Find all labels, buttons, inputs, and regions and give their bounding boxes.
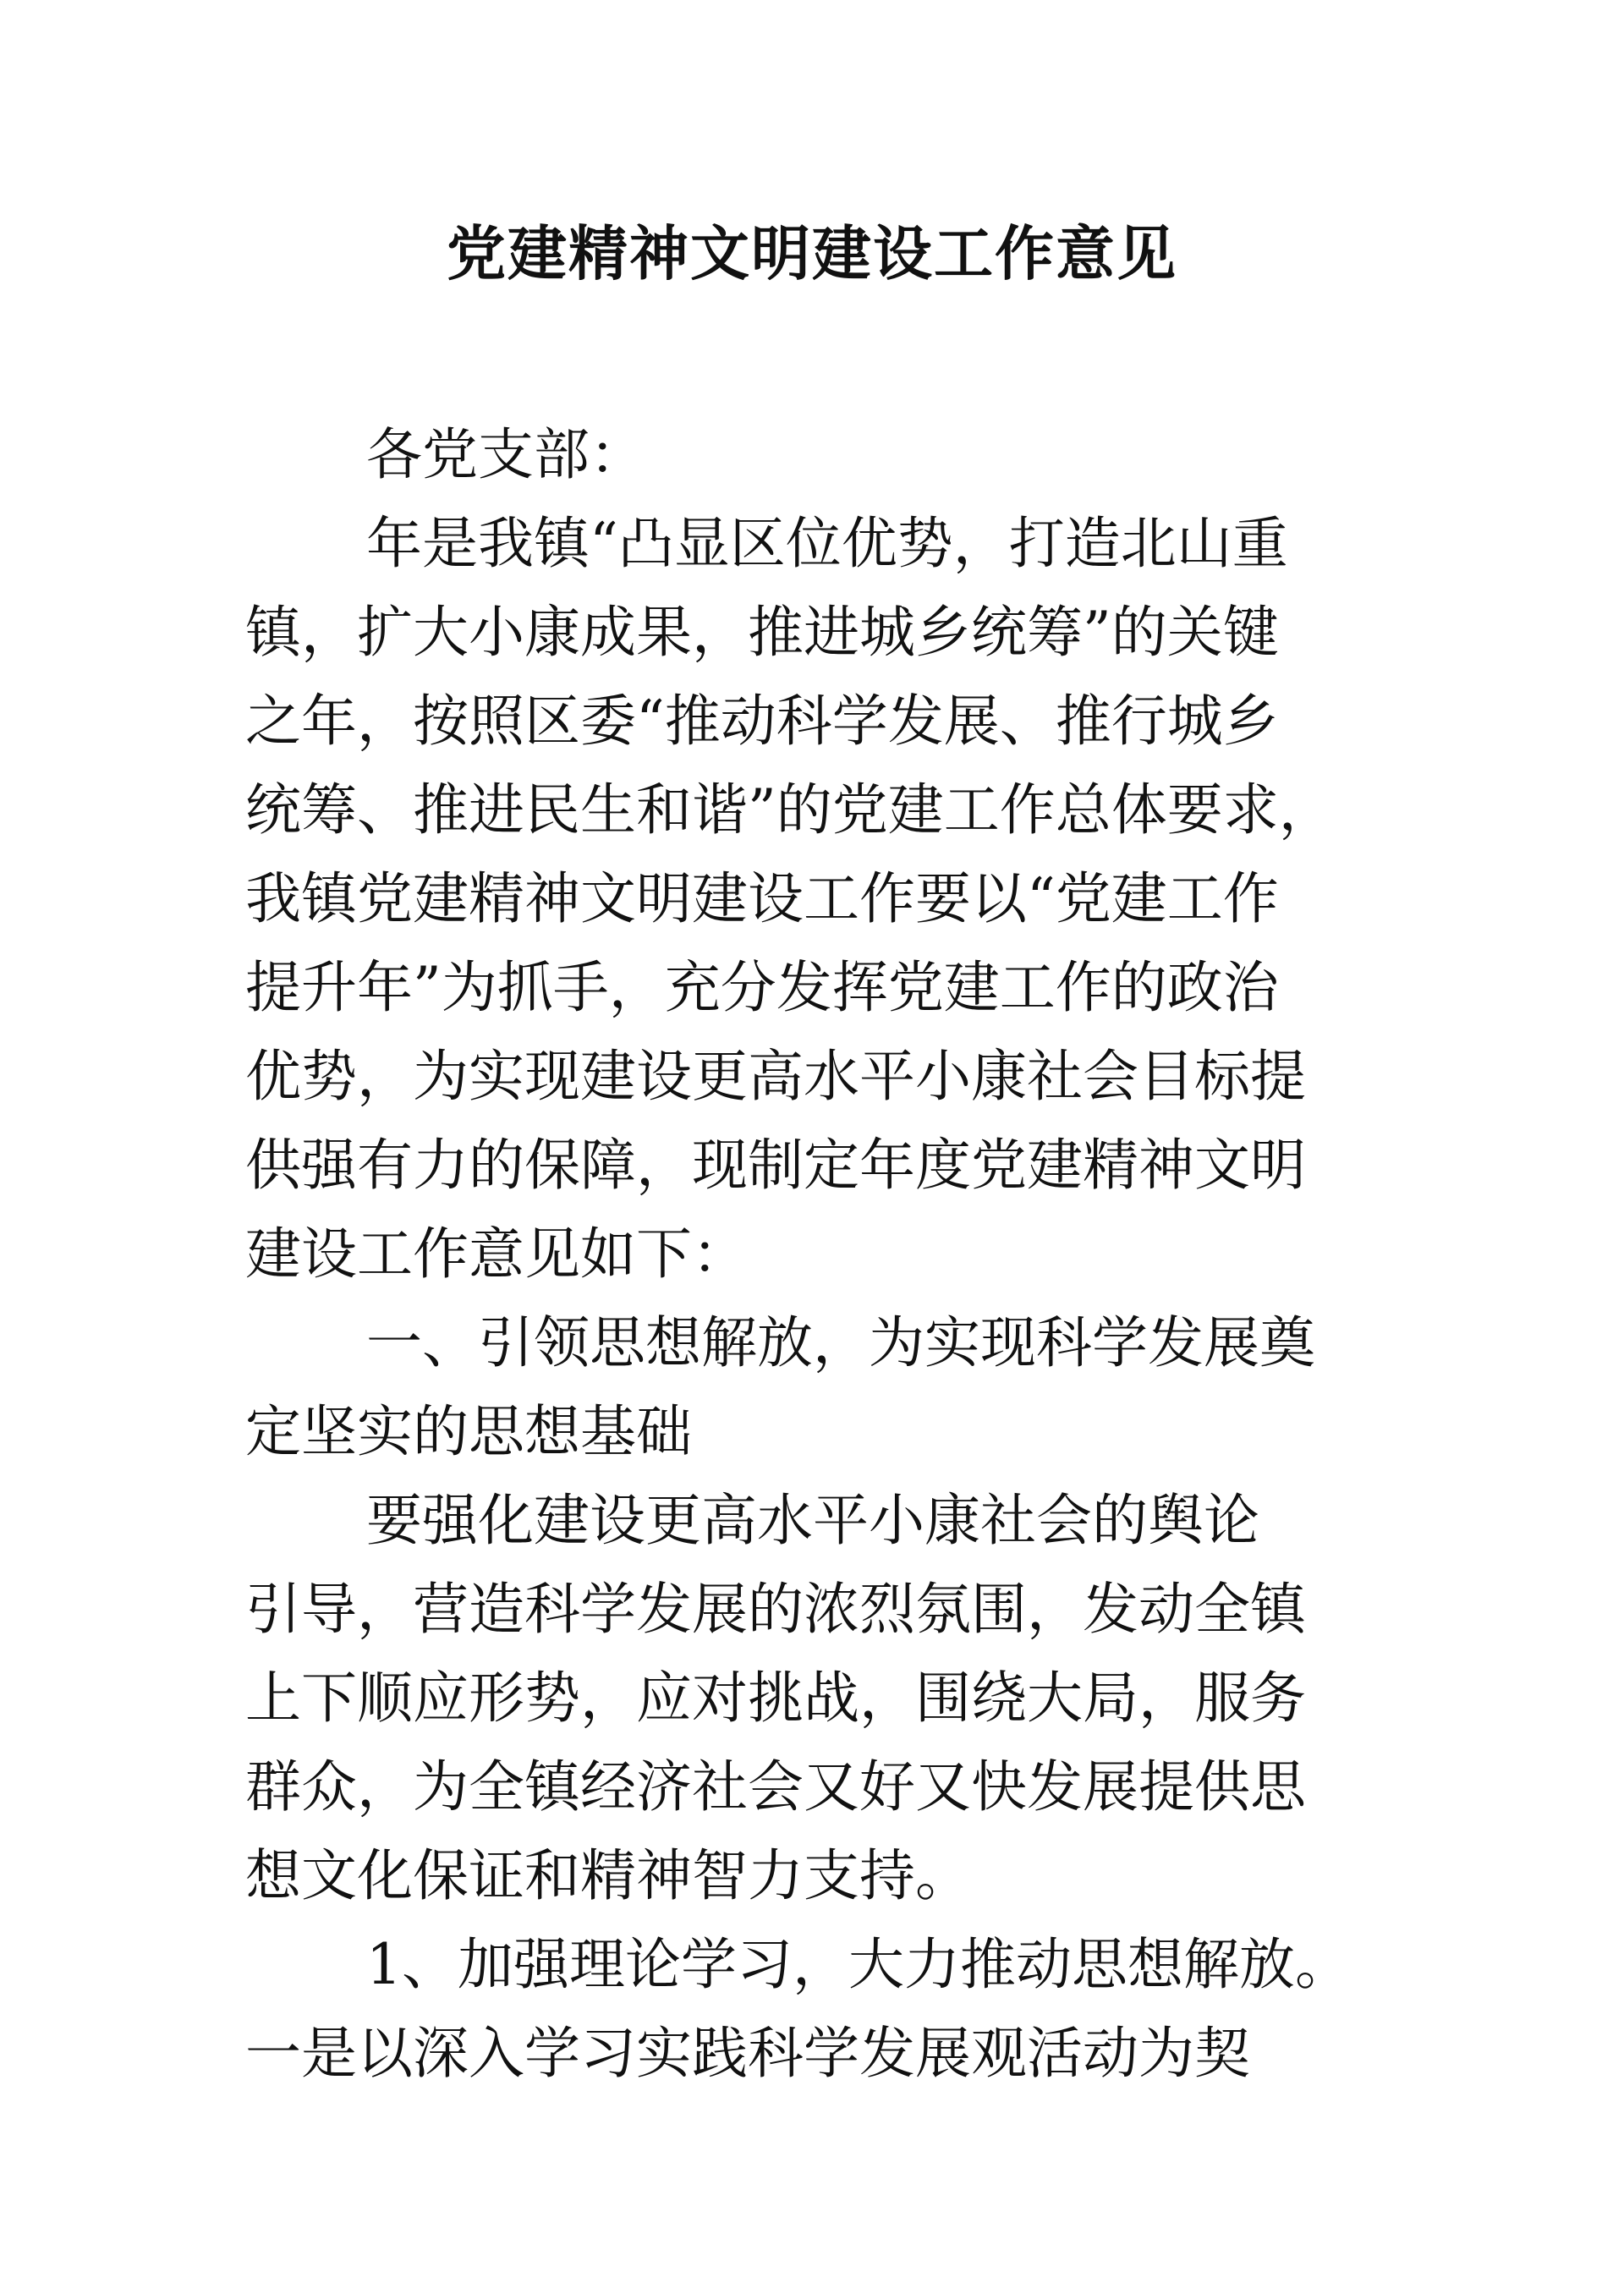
paragraph-line: 建设工作意见如下： xyxy=(245,1221,748,1287)
paragraph-line: 镇，扩大小康成果，推进城乡统筹”的关键 xyxy=(245,600,1279,665)
paragraph-line: 群众，为全镇经济社会又好又快发展提供思 xyxy=(245,1754,1306,1819)
document-body xyxy=(245,410,1396,2098)
salutation-line: 各党支部： xyxy=(366,422,645,487)
section-heading-line: 定坚实的思想基础 xyxy=(245,1399,692,1464)
paragraph-line: 年是我镇“凸显区位优势，打造北山重 xyxy=(366,511,1288,576)
paragraph-line: 我镇党建精神文明建设工作要以“党建工作 xyxy=(245,866,1279,931)
paragraph-line: 上下顺应形势，应对挑战，围绕大局，服务 xyxy=(245,1666,1306,1731)
paragraph-line: 要强化建设更高水平小康社会的舆论 xyxy=(366,1488,1259,1553)
paragraph-line: 供强有力的保障，现制定年度党建精神文明 xyxy=(245,1133,1306,1198)
paragraph-line: 一是以深入学习实践科学发展观活动为契 xyxy=(245,2021,1250,2086)
paragraph-line: 提升年”为抓手，充分发挥党建工作的政治 xyxy=(245,955,1279,1020)
paragraph-line: 优势，为实现建设更高水平小康社会目标提 xyxy=(245,1044,1306,1109)
paragraph-line: 之年，按照区委“推动科学发展、推行城乡 xyxy=(245,689,1279,754)
document-title: 党建精神文明建设工作意见 xyxy=(447,218,1177,288)
paragraph-line: 引导，营造科学发展的浓烈氛围，发动全镇 xyxy=(245,1577,1306,1642)
section-heading-line: 一、引领思想解放，为实现科学发展奠 xyxy=(366,1310,1315,1375)
paragraph-line: 想文化保证和精神智力支持。 xyxy=(245,1843,971,1908)
paragraph-line: 统筹、推进民生和谐”的党建工作总体要求， xyxy=(245,777,1335,842)
subsection-line: 1、加强理论学习，大力推动思想解放。 xyxy=(366,1932,1351,1997)
